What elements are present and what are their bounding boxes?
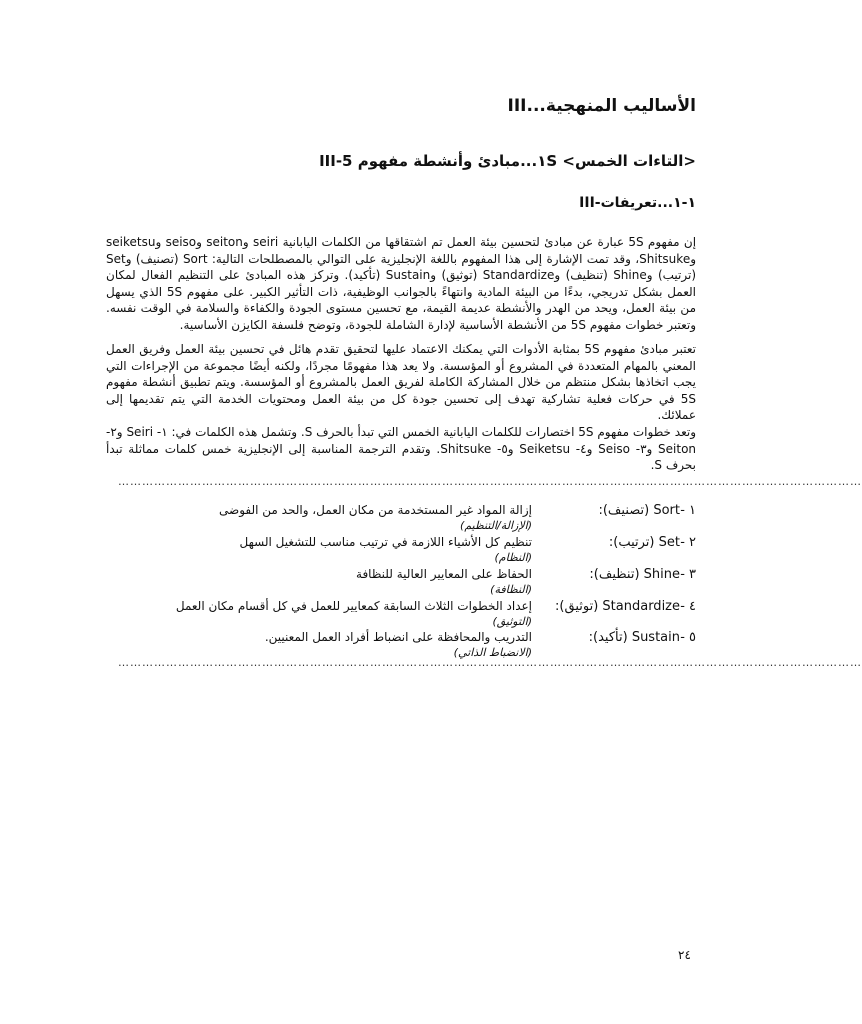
term-subtitle: (الانضباط الذاتي) (453, 646, 532, 659)
term-name: Sort (تصنيف): (598, 503, 680, 518)
paragraph-steps: وتعد خطوات مفهوم 5S اختصارات للكلمات اليابانية الخمس التي تبدأ بالحرف S. وتشمل هذه الكلمات في: ١- Seiri و٢- Seiton و٣- Seiso و٤- Seiketsu و٥- Shitsuke. وتقدم الترجمة المناسبة إلى الإنجليزية خمس كلمات مماثلة تبدأ بحرف S. (106, 425, 697, 472)
main-heading: III...الأساليب المنهجية (507, 96, 696, 116)
dotted-separator-top: …………………………………………………………………………………………………………………………………………………………………… (118, 475, 862, 488)
term-name: Set (ترتيب): (608, 535, 680, 550)
term-definition: إعداد الخطوات الثلاث السابقة كمعايير للعمل في كل أقسام مكان العمل (175, 599, 532, 613)
term-item-sort (116, 503, 696, 539)
paragraph-tools: تعتبر مبادئ مفهوم 5S بمثابة الأدوات التي يمكنك الاعتماد عليها لتحقيق تقدم هائل في تحسين بيئة العمل وفريق العمل المعني بالمهام المتعددة في المشروع أو المؤسسة. ولا يعد هذا مفهومًا مجردًا، ولكنه أيضًا مجموعة من الإجراءات التي يجب اتخاذها بشكل منتظم من خلال المشاركة الكاملة لفريق العمل بالمشروع أو المؤسسة. ويتم تطبيق أنشطة مفهوم 5S في حركات فعلية تشاركية تهدف إلى تحسين جودة كل من بيئة العمل ومحتويات الخدمة التي يتم تقديمها إلى عملائك. (106, 342, 696, 422)
term-subtitle: (التوثيق) (492, 615, 532, 628)
term-name: Shine (تنظيف): (589, 567, 680, 582)
paragraph-definition: إن مفهوم 5S عبارة عن مبادئ لتحسين بيئة العمل تم اشتقاقها من الكلمات اليابانية seiri وseiton وseiso وseiketsu وShitsuke، وقد تمت الإشارة إلى هذا المفهوم باللغة الإنجليزية على التوالي بالمصطلحات التالية: Sort (تصنيف) وSet (ترتيب) وShine (تنظيف) وStandardize (توثيق) وSustain (تأكيد). وتركز هذه المبادئ على التنظيم الفعال لمكان العمل بشكل تدريجي، بدءًا من البيئة المادية وانتهاءً بالجوانب الوظيفية، ذات التأثير الكبير. على مفهوم 5S الذي يسهل من بيئة العمل، ويحد من الهدر والأنشطة عديمة القيمة، مع تحسين مستوى الجودة والكفاءة والسلامة في الوقت نفسه. وتعتبر خطوات مفهوم 5S من الأنشطة الأساسية لإدارة الشاملة للجودة، وتوضح فلسفة الكايزن الأساسية. (106, 235, 697, 332)
term-subtitle: (النظافة) (490, 583, 532, 596)
term-number: ٣ - (680, 567, 696, 582)
term-definition: الحفاظ على المعايير العالية للنظافة (356, 567, 532, 581)
term-number: ١ - (680, 503, 696, 518)
term-definition: إزالة المواد غير المستخدمة من مكان العمل، والحد من الفوضى (219, 503, 532, 517)
subsection-heading: III-١-١...تعريفات (579, 195, 696, 211)
dotted-separator-bottom: …………………………………………………………………………………………………………………………………………………………………… (118, 656, 862, 669)
term-item-set (116, 535, 696, 571)
term-name: Sustain (تأكيد): (588, 630, 680, 645)
term-name: Standardize (توثيق): (555, 599, 680, 614)
term-definition: تنظيم كل الأشياء اللازمة في ترتيب مناسب للتشغيل السهل (239, 535, 532, 549)
page-number: ٢٤ (678, 948, 691, 962)
section-heading: III-١...مبادئ وأنشطة مفهوم 5S <التاءات الخمس> (319, 152, 696, 170)
term-subtitle: (النظام) (494, 551, 532, 564)
term-item-shine (116, 567, 696, 603)
term-subtitle: (الإزالة/التنظيم) (460, 519, 532, 532)
term-definition: التدريب والمحافظة على انضباط أفراد العمل المعنيين. (264, 630, 532, 644)
term-number: ٤ - (680, 599, 696, 614)
term-number: ٥ - (680, 630, 696, 645)
term-number: ٢ - (680, 535, 696, 550)
